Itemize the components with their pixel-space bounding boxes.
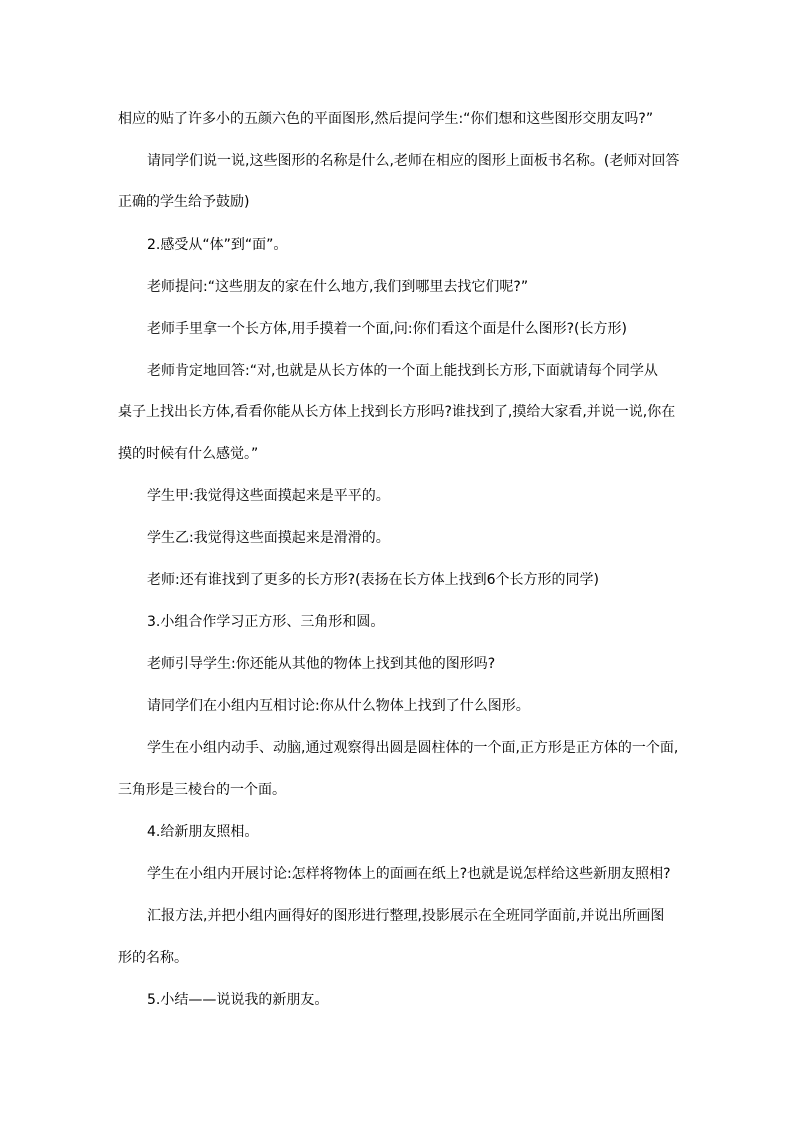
paragraph-line: 三角形是三棱台的一个面。 (118, 782, 286, 798)
section-heading: 4.给新朋友照相。 (147, 824, 259, 840)
paragraph-line: 老师提问:“这些朋友的家在什么地方,我们到哪里去找它们呢?” (147, 279, 529, 295)
paragraph-line: 请同学们在小组内互相讨论:你从什么物体上找到了什么图形。 (147, 698, 530, 714)
paragraph-line: 正确的学生给予鼓励) (118, 194, 250, 210)
paragraph-line: 形的名称。 (118, 950, 188, 966)
paragraph-line: 桌子上找出长方体,看看你能从长方体上找到长方形吗?谁找到了,摸给大家看,并说一说,你在 (118, 404, 676, 420)
paragraph-line: 请同学们说一说,这些图形的名称是什么,老师在相应的图形上面板书名称。(老师对回答 (147, 153, 680, 169)
paragraph-line: 老师引导学生:你还能从其他的物体上找到其他的图形吗? (147, 656, 496, 672)
paragraph-line: 学生在小组内开展讨论:怎样将物体上的面画在纸上?也就是说怎样给这些新朋友照相? (147, 866, 671, 882)
paragraph-line: 学生在小组内动手、动脑,通过观察得出圆是圆柱体的一个面,正方形是正方体的一个面, (147, 740, 679, 756)
paragraph-line: 摸的时候有什么感觉。” (118, 446, 259, 462)
section-heading: 2.感受从“体”到“面”。 (147, 237, 288, 253)
paragraph-line: 老师:还有谁找到了更多的长方形?(表扬在长方体上找到6个长方形的同学) (147, 572, 599, 588)
section-heading: 5.小结——说说我的新朋友。 (147, 992, 329, 1008)
paragraph-line: 老师手里拿一个长方体,用手摸着一个面,问:你们看这个面是什么图形?(长方形) (147, 321, 627, 337)
section-heading: 3.小组合作学习正方形、三角形和圆。 (147, 614, 385, 630)
paragraph-line: 相应的贴了许多小的五颜六色的平面图形,然后提问学生:“你们想和这些图形交朋友吗?” (118, 111, 654, 127)
paragraph-line: 汇报方法,并把小组内画得好的图形进行整理,投影展示在全班同学面前,并说出所画图 (147, 908, 665, 924)
paragraph-line: 老师肯定地回答:“对,也就是从长方体的一个面上能找到长方形,下面就请每个同学从 (147, 363, 658, 379)
paragraph-line: 学生乙:我觉得这些面摸起来是滑滑的。 (147, 530, 390, 546)
paragraph-line: 学生甲:我觉得这些面摸起来是平平的。 (147, 488, 390, 504)
